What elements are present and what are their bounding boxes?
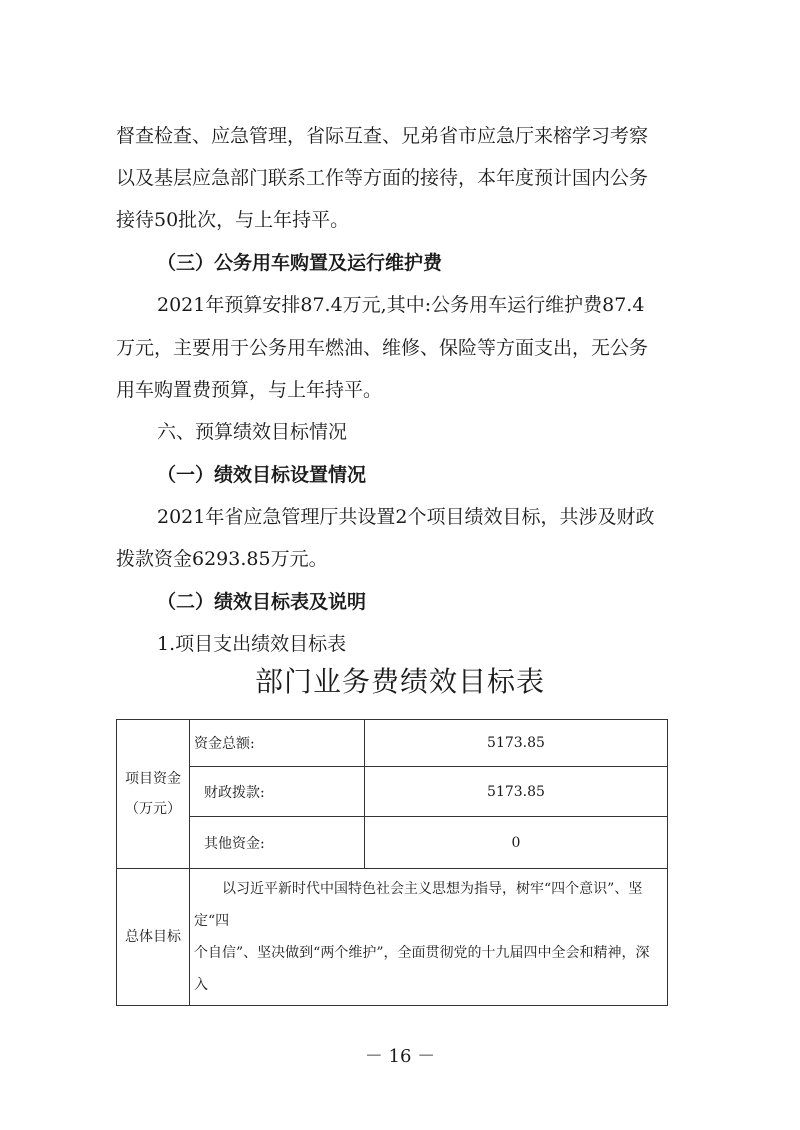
- page-number: － 16 －: [364, 1046, 436, 1067]
- paragraph-line: 用车购置费预算，与上年持平。: [116, 379, 383, 401]
- paragraph-line: 1.项目支出绩效目标表: [157, 633, 347, 655]
- performance-table: [116, 719, 668, 1006]
- funds-label: 项目资金: [125, 771, 181, 787]
- table-row: [117, 869, 668, 1006]
- table-cell-value: 0: [365, 817, 668, 869]
- paragraph-line: 以及基层应急部门联系工作等方面的接待，本年度预计国内公务: [116, 167, 649, 189]
- table-cell-value: 5173.85: [365, 720, 668, 767]
- goal-text-line: 以习近平新时代中国特色社会主义思想为指导，树牢“四个意识”、坚定“四: [194, 881, 643, 929]
- table-cell-label: 其他资金:: [190, 817, 365, 869]
- table-cell-label: 资金总额:: [190, 720, 365, 767]
- table-row: [117, 767, 668, 817]
- section-heading: （二）绩效目标表及说明: [157, 591, 367, 613]
- goal-text-cell: [190, 869, 668, 1006]
- paragraph-line: 2021年预算安排87.4万元,其中:公务用车运行维护费87.4: [157, 294, 645, 316]
- paragraph-line: 接待50批次，与上年持平。: [116, 209, 350, 231]
- section-heading: 六、预算绩效目标情况: [157, 421, 348, 443]
- section-heading: （三）公务用车购置及运行维护费: [157, 252, 443, 274]
- paragraph-line: 督查检查、应急管理，省际互查、兄弟省市应急厅来榕学习考察: [116, 125, 649, 147]
- goal-label: 总体目标: [117, 869, 190, 1006]
- section-heading: （一）绩效目标设置情况: [157, 464, 367, 486]
- table-cell-label: 财政拨款:: [190, 767, 365, 817]
- funds-label-cell: [117, 720, 190, 869]
- paragraph-line: 拨款资金6293.85万元。: [116, 548, 328, 570]
- paragraph-line: 2021年省应急管理厅共设置2个项目绩效目标，共涉及财政: [157, 506, 655, 528]
- goal-text-line: 个自信”、坚决做到“两个维护”，全面贯彻党的十九届四中全会和精神，深入: [194, 945, 650, 993]
- funds-unit: （万元）: [125, 801, 181, 817]
- table-row: [117, 817, 668, 869]
- table-row: [117, 720, 668, 767]
- paragraph-line: 万元，主要用于公务用车燃油、维修、保险等方面支出，无公务: [116, 337, 649, 359]
- table-title: 部门业务费绩效目标表: [254, 665, 545, 698]
- table-cell-value: 5173.85: [365, 767, 668, 817]
